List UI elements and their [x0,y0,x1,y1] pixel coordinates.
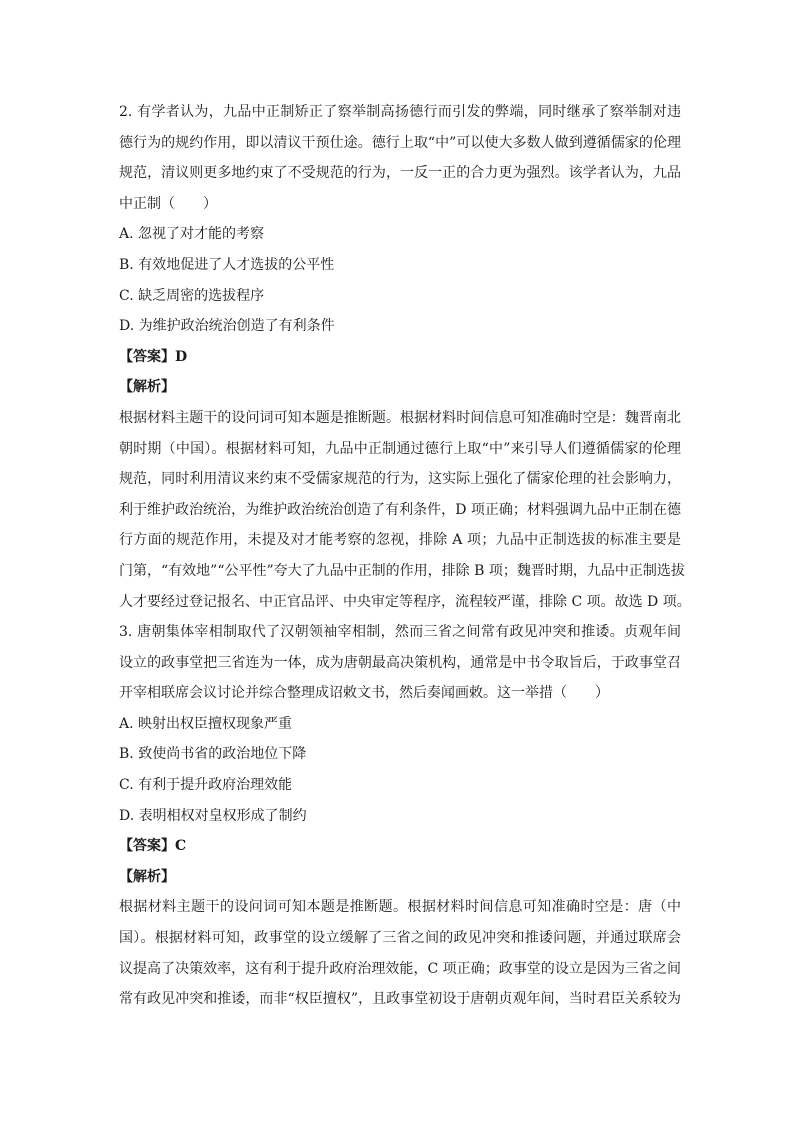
question-stem-line: 中正制（ ） [119,195,217,212]
option-b: B. 有效地促进了人才选拔的公平性 [119,256,335,273]
question-stem-line: 规范，清议则更多地约束了不受规范的行为，一反一正的合力更为强烈。该学者认为，九品 [119,165,681,182]
option-c: C. 缺乏周密的选拔程序 [119,287,265,304]
question-stem-line: 开宰相联席会议讨论并综合整理成诏敕文书，然后奏闻画敕。这一举措（ ） [119,685,609,702]
analysis-heading: 【解析】 [119,868,175,885]
question-stem-line: 3. 唐朝集体宰相制取代了汉朝领袖宰相制，然而三省之间常有政见冲突和推诿。贞观年间 [119,624,681,640]
option-d: D. 表明相权对皇权形成了制约 [119,807,307,824]
analysis-line: 人才要经过登记报名、中正官品评、中央审定等程序，流程较严谨，排除 C 项。故选 D 项。 [119,593,691,610]
analysis-line: 规范，同时利用清议来约束不受儒家规范的行为，这实际上强化了儒家伦理的社会影响力， [119,471,681,488]
question-3 [119,617,681,1015]
question-stem-line: 设立的政事堂把三省连为一体，成为唐朝最高决策机构，通常是中书令取旨后，于政事堂召 [119,654,681,671]
answer-label: 【答案】C [119,838,187,855]
analysis-line: 议提高了决策效率，这有利于提升政府治理效能，C 项正确；政事堂的设立是因为三省之间 [119,960,681,977]
option-c: C. 有利于提升政府治理效能 [119,776,293,793]
option-b: B. 致使尚书省的政治地位下降 [119,746,307,763]
option-a: A. 映射出权臣擅权现象严重 [119,715,293,732]
option-a: A. 忽视了对才能的考察 [119,226,265,243]
analysis-line: 常有政见冲突和推诿，而非“权臣擅权”，且政事堂初设于唐朝贞观年间，当时君臣关系较为 [119,991,681,1008]
analysis-line: 行方面的规范作用，未提及对才能考察的忽视，排除 A 项；九品中正制选拔的标准主要是 [119,532,681,549]
option-d: D. 为维护政治统治创造了有利条件 [119,318,335,335]
answer-label: 【答案】D [119,348,188,365]
question-stem-line: 德行为的规约作用，即以清议干预仕途。德行上取“中”可以使大多数人做到遵循儒家的伦理 [119,134,681,151]
analysis-heading: 【解析】 [119,379,175,396]
question-2 [119,97,691,617]
analysis-line: 利于维护政治统治，为维护政治统治创造了有利条件，D 项正确；材料强调九品中正制在德 [119,501,681,518]
analysis-line: 门第，“有效地”“公平性”夸大了九品中正制的作用，排除 B 项；魏晋时期，九品中正制选拔 [119,562,685,579]
analysis-line: 根据材料主题干的设问词可知本题是推断题。根据材料时间信息可知准确时空是：唐（中 [119,899,681,916]
analysis-line: 根据材料主题干的设问词可知本题是推断题。根据材料时间信息可知准确时空是：魏晋南北 [119,409,681,426]
analysis-line: 国）。根据材料可知，政事堂的设立缓解了三省之间的政见冲突和推诿问题，并通过联席会 [119,929,681,946]
analysis-line: 朝时期（中国）。根据材料可知，九品中正制通过德行上取“中”来引导人们遵循儒家的伦理 [119,440,681,457]
question-stem-line: 2. 有学者认为，九品中正制矫正了察举制高扬德行而引发的弊端，同时继承了察举制对违 [119,104,681,120]
